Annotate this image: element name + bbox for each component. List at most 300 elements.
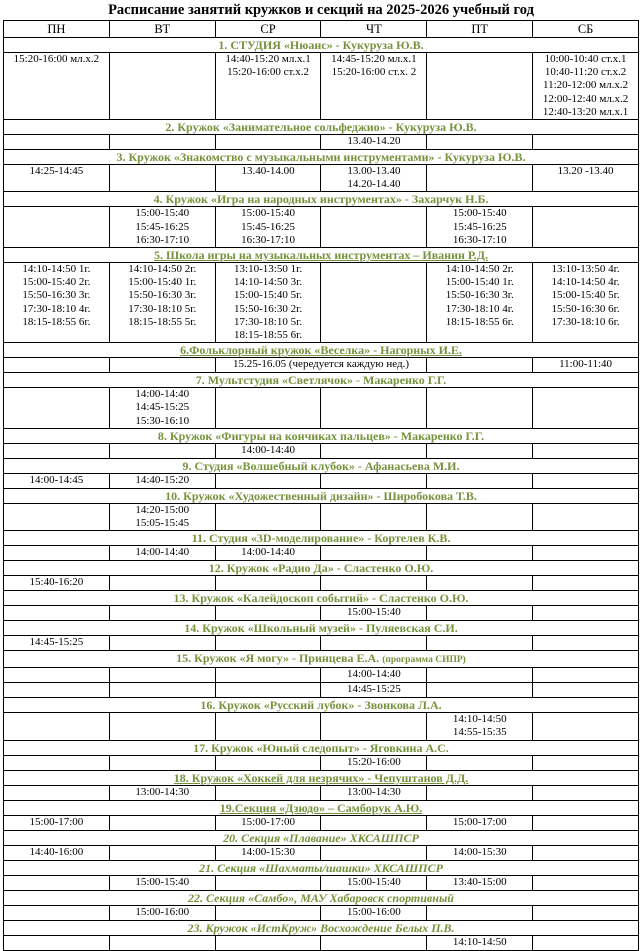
section-header [4, 373, 639, 388]
section-header [4, 428, 639, 443]
section-title: 18. Кружок «Хоккей для незрячих» - Чепуштанов Д.Д. [173, 770, 469, 785]
time-slot: 14:00-14:40 [347, 668, 401, 681]
schedule-cell [4, 875, 110, 890]
time-slot: 15:50-16:30 6г. [551, 302, 620, 315]
schedule-cell [109, 755, 215, 770]
schedule-cell [109, 263, 215, 343]
schedule-cell [427, 845, 533, 860]
schedule-cell [427, 473, 533, 488]
schedule-cell [215, 785, 321, 800]
section-header [4, 860, 639, 875]
section-title: 14. Кружок «Школьный музей» - Пуляевская С.И. [184, 621, 458, 636]
time-slot: 15:00-15:40 [347, 875, 401, 888]
schedule-row [4, 845, 639, 860]
schedule-cell [321, 636, 427, 651]
section-row [4, 531, 639, 546]
schedule-cell [109, 815, 215, 830]
schedule-cell [4, 358, 110, 373]
section-row [4, 770, 639, 785]
time-slot: 14:20-15:00 [135, 503, 190, 516]
time-slot: 15:20-16:00 ст.х. 2 [331, 66, 417, 79]
schedule-cell [321, 935, 427, 950]
schedule-cell [427, 713, 533, 740]
schedule-body [4, 38, 639, 951]
time-slot: 13.20 -13.40 [557, 165, 614, 178]
schedule-cell [427, 207, 533, 248]
schedule-cell [215, 473, 321, 488]
schedule-cell [215, 668, 321, 683]
schedule-cell [533, 875, 639, 890]
section-header [4, 920, 639, 935]
time-slot: 10:00-10:40 ст.х.1 [544, 53, 627, 65]
schedule-cell [215, 905, 321, 920]
time-slot: 15:00-16:00 [347, 905, 401, 918]
schedule-row [4, 503, 639, 530]
time-slot: 15:00-17:00 [241, 815, 295, 828]
schedule-cell [427, 165, 533, 192]
schedule-cell [321, 443, 427, 458]
section-title: 23. Кружок «ИстКруж» Восхождение Белых П.В. [187, 920, 455, 935]
schedule-table [3, 20, 639, 951]
section-row [4, 38, 639, 53]
time-slot: 13:10-13:50 4г. [551, 263, 620, 276]
schedule-cell [215, 713, 321, 740]
schedule-cell [215, 53, 321, 120]
section-header [4, 531, 639, 546]
time-slot: 14:00-14:40 [135, 546, 190, 559]
section-row [4, 192, 639, 207]
schedule-cell [533, 935, 639, 950]
section-title: 5. Школа игры на музыкальных инструментах – Иванин Р.Д. [153, 248, 489, 263]
section-title: 2. Кружок «Занимательное сольфеджио» - Кукуруза Ю.В. [165, 120, 477, 135]
section-title: 22. Секция «Самбо», МАУ Хабаровск спортивный [188, 890, 454, 905]
schedule-cell [109, 503, 215, 530]
section-title-note: (программа СИПР) [382, 655, 466, 666]
section-title: 7. Мультстудия «Светлячок» - Макаренко Г.Г. [195, 373, 447, 388]
section-title: 17. Кружок «Юный следопыт» - Яговкина А.С. [193, 740, 449, 755]
section-header [4, 150, 639, 165]
schedule-cell [109, 785, 215, 800]
time-slot: 14:10-14:50 4г. [551, 276, 620, 289]
schedule-cell [321, 53, 427, 120]
schedule-cell [533, 668, 639, 683]
time-slot: 15:50-16:30 3г. [22, 289, 91, 302]
schedule-cell [427, 905, 533, 920]
time-slot: 14:00-14:45 [29, 473, 84, 486]
schedule-cell [4, 443, 110, 458]
schedule-row [4, 473, 639, 488]
schedule-cell [321, 905, 427, 920]
time-slot: 15:45-16:25 [135, 220, 190, 233]
schedule-cell [533, 905, 639, 920]
section-row [4, 343, 639, 358]
section-header [4, 770, 639, 785]
section-title: 15. Кружок «Я могу» - Принцева Е.А. [176, 651, 380, 666]
time-slot: 15:00-15:40 1г. [445, 276, 514, 289]
schedule-cell [427, 135, 533, 150]
schedule-cell [4, 207, 110, 248]
schedule-cell [4, 845, 110, 860]
time-slot: 15:05-15:45 [135, 517, 190, 530]
section-row [4, 920, 639, 935]
time-slot: 15:50-16:30 2г. [234, 302, 303, 315]
weekday-header: СР [215, 21, 321, 38]
schedule-cell [321, 785, 427, 800]
schedule-cell [533, 576, 639, 591]
time-slot: 14:10-14:50 [452, 935, 507, 948]
schedule-cell [4, 935, 110, 950]
section-row [4, 800, 639, 815]
schedule-cell [427, 606, 533, 621]
schedule-cell [427, 546, 533, 561]
schedule-cell [427, 443, 533, 458]
section-title: 16. Кружок «Русский лубок» - Звонкова Л.А. [200, 698, 442, 713]
time-slot: 15:30-16:10 [135, 414, 190, 427]
weekday-header: ЧТ [321, 21, 427, 38]
schedule-cell [427, 755, 533, 770]
time-slot: 15:20-16:00 мл.х.2 [13, 53, 100, 65]
schedule-cell [4, 668, 110, 683]
section-row [4, 458, 639, 473]
section-title: 9. Студия «Волшебный клубок» - Афанасьева М.И. [182, 458, 460, 473]
time-slot: 14:55-15:35 [452, 726, 507, 739]
schedule-cell [427, 636, 533, 651]
time-slot: 13:10-13:50 1г. [234, 263, 303, 276]
time-slot: 15:00-16:00 [135, 905, 190, 918]
schedule-cell [533, 845, 639, 860]
schedule-cell [4, 473, 110, 488]
section-row [4, 120, 639, 135]
section-title: 11. Студия «3D-моделирование» - Кортелев К.В. [191, 531, 451, 546]
time-slot: 15:40-16:20 [29, 576, 84, 589]
schedule-cell [109, 713, 215, 740]
section-row [4, 150, 639, 165]
schedule-row [4, 785, 639, 800]
time-slot: 16:30-17:10 [135, 233, 190, 246]
time-slot: 15:00-15:40 2г. [22, 276, 91, 289]
time-slot: 15:20-16:00 [347, 755, 401, 768]
schedule-row [4, 358, 639, 373]
time-slot: 15:00-15:40 [135, 875, 190, 888]
schedule-cell [533, 165, 639, 192]
schedule-cell [4, 606, 110, 621]
time-slot: 13.40-14.00 [241, 165, 295, 178]
time-slot: 15:20-16:00 ст.х.2 [227, 66, 310, 79]
schedule-cell [109, 606, 215, 621]
section-header [4, 621, 639, 636]
time-slot: 14:40-16:00 [29, 845, 84, 858]
time-slot: 14:10-14:50 3г. [234, 276, 303, 289]
schedule-cell [321, 875, 427, 890]
schedule-cell [4, 785, 110, 800]
schedule-cell [215, 207, 321, 248]
schedule-cell [4, 53, 110, 120]
section-row [4, 860, 639, 875]
section-header [4, 800, 639, 815]
section-header [4, 740, 639, 755]
schedule-cell [533, 358, 639, 373]
time-slot: 14:10-14:50 1г. [22, 263, 91, 276]
page-title: Расписание занятий кружков и секций на 2025-2026 учебный год [108, 2, 534, 18]
schedule-cell [533, 503, 639, 530]
time-slot: 15:50-16:30 3г. [128, 289, 197, 302]
schedule-cell [321, 713, 427, 740]
time-slot: 15:00-15:40 5г. [551, 289, 620, 302]
section-title: 10. Кружок «Художественный дизайн» - Широбокова Т.В. [165, 488, 477, 503]
schedule-cell [4, 905, 110, 920]
schedule-row [4, 875, 639, 890]
time-slot: 11:00-11:40 [559, 358, 613, 371]
schedule-cell [215, 875, 321, 890]
section-title: 1. СТУДИЯ «Нюанс» - Кукуруза Ю.В. [218, 38, 424, 52]
schedule-cell [4, 683, 110, 698]
schedule-cell [427, 668, 533, 683]
section-header [4, 591, 639, 606]
schedule-row [4, 606, 639, 621]
schedule-cell [533, 815, 639, 830]
time-slot: 13:40-15:00 [452, 875, 507, 888]
time-slot: 15:00-15:40 1г. [128, 276, 197, 289]
schedule-cell [4, 135, 110, 150]
time-slot: 15:45-16:25 [241, 220, 295, 233]
schedule-cell [4, 636, 110, 651]
section-title: 19.Секция «Дзюдо» – Самборук А.Ю. [219, 800, 423, 815]
schedule-cell [109, 845, 215, 860]
schedule-row [4, 546, 639, 561]
schedule-cell [109, 473, 215, 488]
schedule-cell [215, 546, 321, 561]
schedule-cell [109, 576, 215, 591]
schedule-cell [321, 845, 427, 860]
schedule-cell [215, 815, 321, 830]
time-slot: 16:30-17:10 [452, 233, 507, 246]
section-header [4, 830, 639, 845]
time-slot: 12:40-13:20 мл.х.1 [542, 105, 629, 118]
schedule-cell [533, 713, 639, 740]
schedule-cell [427, 388, 533, 429]
schedule-cell [321, 546, 427, 561]
schedule-cell [321, 207, 427, 248]
time-slot: 14:00-14:40 [241, 546, 295, 559]
schedule-cell [321, 606, 427, 621]
schedule-cell [533, 53, 639, 120]
schedule-cell [427, 263, 533, 343]
schedule-cell [215, 683, 321, 698]
time-slot: 14:00-14:40 [135, 388, 190, 401]
schedule-row [4, 668, 639, 683]
schedule-cell [215, 503, 321, 530]
time-slot: 14:10-14:50 2г. [128, 263, 197, 276]
time-slot: 11:20-12:00 мл.х.2 [543, 79, 629, 92]
schedule-cell [321, 388, 427, 429]
schedule-cell [215, 135, 321, 150]
time-slot: 15:00-15:40 [241, 207, 295, 220]
schedule-row [4, 53, 639, 120]
schedule-cell [321, 683, 427, 698]
time-slot: 15:00-15:40 5г. [234, 289, 303, 302]
schedule-row [4, 935, 639, 950]
schedule-cell [215, 636, 321, 651]
time-slot: 13.00-13.40 [347, 165, 401, 178]
section-header [4, 698, 639, 713]
schedule-cell [321, 473, 427, 488]
time-slot: 15.25-16.05 (чередуется каждую нед.) [232, 358, 410, 371]
time-slot: 14:00-15:30 [241, 845, 295, 858]
section-title: 8. Кружок «Фигуры на кончиках пальцев» - Макаренко Г.Г. [157, 428, 485, 443]
section-header [4, 890, 639, 905]
section-header [4, 120, 639, 135]
section-title: 21. Секция «Шахматы/шашки» ХКСАШПСР [199, 860, 443, 875]
time-slot: 14:45-15:25 [347, 683, 401, 696]
time-slot: 15:00-15:40 [135, 207, 190, 220]
section-title: 3. Кружок «Знакомство с музыкальными инструментами» - Кукуруза Ю.В. [116, 150, 526, 165]
time-slot: 14:45-15:25 [135, 401, 190, 414]
time-slot: 14:10-14:50 2г. [445, 263, 514, 276]
schedule-cell [533, 443, 639, 458]
schedule-cell [4, 388, 110, 429]
schedule-cell [215, 165, 321, 192]
time-slot: 14:45-15:20 мл.х.1 [331, 53, 417, 65]
schedule-cell [427, 683, 533, 698]
schedule-cell [215, 606, 321, 621]
section-header [4, 651, 639, 668]
schedule-cell [321, 503, 427, 530]
schedule-cell [215, 263, 321, 343]
schedule-cell [533, 606, 639, 621]
schedule-row [4, 263, 639, 343]
schedule-cell [215, 845, 321, 860]
section-row [4, 373, 639, 388]
weekday-header-row [4, 21, 639, 38]
schedule-cell [109, 135, 215, 150]
schedule-cell [109, 905, 215, 920]
schedule-row [4, 636, 639, 651]
schedule-cell [321, 576, 427, 591]
section-header [4, 248, 639, 263]
schedule-cell [427, 815, 533, 830]
time-slot: 13:00-14:30 [135, 785, 190, 798]
schedule-cell [427, 503, 533, 530]
section-row [4, 830, 639, 845]
section-header [4, 38, 639, 53]
schedule-row [4, 207, 639, 248]
schedule-cell [533, 546, 639, 561]
schedule-row [4, 576, 639, 591]
time-slot: 18:15-18:55 6г. [234, 329, 303, 342]
schedule-cell [109, 636, 215, 651]
schedule-row [4, 388, 639, 429]
schedule-cell [427, 53, 533, 120]
schedule-cell [109, 546, 215, 561]
time-slot: 17:30-18:10 6г. [551, 315, 620, 328]
section-row [4, 591, 639, 606]
time-slot: 14:45-15:25 [29, 636, 84, 649]
section-row [4, 428, 639, 443]
time-slot: 16:30-17:10 [241, 233, 295, 246]
section-header [4, 561, 639, 576]
section-row [4, 621, 639, 636]
schedule-cell [533, 388, 639, 429]
section-row [4, 561, 639, 576]
schedule-cell [533, 263, 639, 343]
section-row [4, 248, 639, 263]
schedule-cell [215, 443, 321, 458]
section-header [4, 488, 639, 503]
schedule-cell [321, 165, 427, 192]
schedule-cell [533, 473, 639, 488]
section-header [4, 458, 639, 473]
schedule-row [4, 713, 639, 740]
schedule-cell [4, 165, 110, 192]
time-slot: 15:00-15:40 [452, 207, 507, 220]
schedule-cell [4, 546, 110, 561]
schedule-cell [4, 503, 110, 530]
time-slot: 14.20-14.40 [347, 178, 401, 191]
schedule-cell [427, 358, 533, 373]
time-slot: 15:00-17:00 [452, 815, 507, 828]
schedule-cell [109, 207, 215, 248]
time-slot: 15:45-16:25 [452, 220, 507, 233]
time-slot: 15:00-15:40 [347, 606, 401, 619]
section-title: 13. Кружок «Калейдоскоп событий» - Сластенко О.Ю. [173, 591, 469, 606]
weekday-header: ПТ [427, 21, 533, 38]
time-slot: 13:00-14:30 [347, 785, 401, 798]
schedule-cell [427, 785, 533, 800]
schedule-cell [4, 815, 110, 830]
time-slot: 14:25-14:45 [29, 165, 84, 178]
weekday-header: ВТ [109, 21, 215, 38]
section-title: 12. Кружок «Радио Да» - Сластенко О.Ю. [208, 561, 434, 576]
time-slot: 15:50-16:30 3г. [445, 289, 514, 302]
schedule-cell [4, 755, 110, 770]
time-slot: 10:40-11:20 ст.х.2 [544, 66, 627, 79]
schedule-cell [109, 165, 215, 192]
schedule-cell [4, 263, 110, 343]
section-row [4, 740, 639, 755]
time-slot: 18:15-18:55 5г. [128, 315, 197, 328]
schedule-cell [533, 636, 639, 651]
schedule-cell [4, 576, 110, 591]
schedule-row [4, 905, 639, 920]
schedule-cell [109, 358, 215, 373]
schedule-cell [109, 443, 215, 458]
schedule-row [4, 165, 639, 192]
section-title: 4. Кружок «Игра на народных инструментах» - Захарчук Н.Б. [153, 192, 489, 207]
time-slot: 17:30-18:10 5г. [128, 302, 197, 315]
section-title: 20. Секция «Плавание» ХКСАШПСР [223, 830, 419, 845]
time-slot: 14:00-14:40 [241, 443, 295, 456]
schedule-cell [321, 755, 427, 770]
section-title: 6.Фольклорный кружок «Веселка» - Нагорных И.Е. [180, 343, 462, 358]
schedule-cell [109, 875, 215, 890]
schedule-cell [427, 875, 533, 890]
schedule-cell [533, 785, 639, 800]
section-header [4, 343, 639, 358]
weekday-header: ПН [4, 21, 110, 38]
schedule-cell [109, 683, 215, 698]
time-slot: 12:00-12:40 мл.х.2 [542, 92, 629, 105]
schedule-cell [321, 135, 427, 150]
time-slot: 13.40-14.20 [347, 135, 401, 148]
schedule-cell [427, 576, 533, 591]
schedule-cell [533, 683, 639, 698]
section-row [4, 698, 639, 713]
schedule-cell [215, 358, 427, 373]
schedule-cell [321, 668, 427, 683]
time-slot: 17:30-18:10 5г. [234, 315, 303, 328]
schedule-cell [427, 935, 533, 950]
schedule-cell [109, 53, 215, 120]
